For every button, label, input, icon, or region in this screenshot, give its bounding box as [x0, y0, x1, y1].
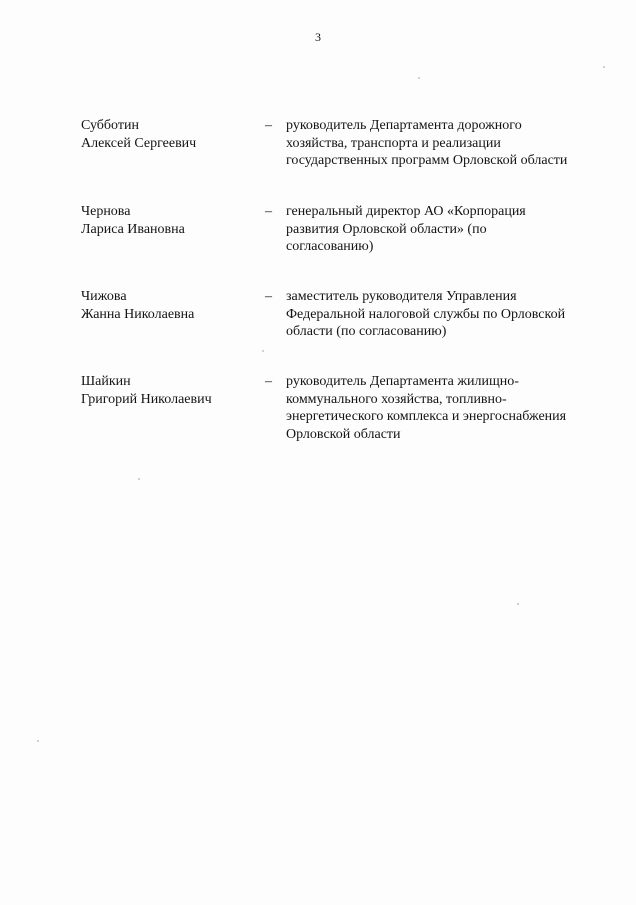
- role-line: Федеральной налоговой службы по Орловской: [286, 306, 566, 322]
- role-line: коммунального хозяйства, топливно-: [286, 391, 507, 407]
- role-line: развития Орловской области» (по: [286, 221, 487, 237]
- member-name: [81, 203, 256, 238]
- role-line: руководитель Департамента жилищно-: [286, 374, 519, 389]
- member-name: [81, 288, 256, 323]
- dash-separator: –: [265, 118, 272, 133]
- role-line: руководитель Департамента дорожного: [286, 118, 522, 133]
- member-role: [286, 373, 601, 443]
- scan-speck: [262, 350, 264, 352]
- member-name: [81, 117, 256, 152]
- member-given-names: Лариса Ивановна: [81, 221, 185, 237]
- dash-separator: –: [265, 204, 272, 219]
- member-role: [286, 288, 601, 341]
- role-line: области (по согласованию): [286, 324, 447, 339]
- scan-speck: [138, 478, 140, 480]
- member-given-names: Жанна Николаевна: [81, 306, 195, 322]
- scan-speck: [603, 66, 605, 68]
- role-line: государственных программ Орловской области: [286, 153, 568, 168]
- dash-separator: –: [265, 374, 272, 389]
- scan-speck: [418, 77, 420, 79]
- member-name: [81, 373, 256, 408]
- role-line: энергетического комплекса и энергоснабжения: [286, 409, 567, 424]
- scan-speck: [517, 603, 519, 605]
- member-given-names: Алексей Сергеевич: [81, 135, 197, 151]
- scan-speck: [37, 740, 39, 742]
- role-line: генеральный директор АО «Корпорация: [286, 204, 526, 219]
- role-line: хозяйства, транспорта и реализации: [286, 135, 501, 151]
- member-surname: Субботин: [81, 118, 139, 133]
- page-number: 3: [315, 30, 321, 44]
- member-surname: Чернова: [81, 204, 131, 219]
- dash-separator: –: [265, 289, 272, 304]
- member-role: [286, 203, 601, 256]
- role-line: Орловской области: [286, 426, 401, 442]
- member-role: [286, 117, 601, 170]
- member-surname: Чижова: [81, 289, 127, 304]
- role-line: заместитель руководителя Управления: [286, 289, 517, 304]
- member-surname: Шайкин: [81, 374, 131, 389]
- role-line: согласованию): [286, 239, 374, 254]
- member-given-names: Григорий Николаевич: [81, 391, 212, 407]
